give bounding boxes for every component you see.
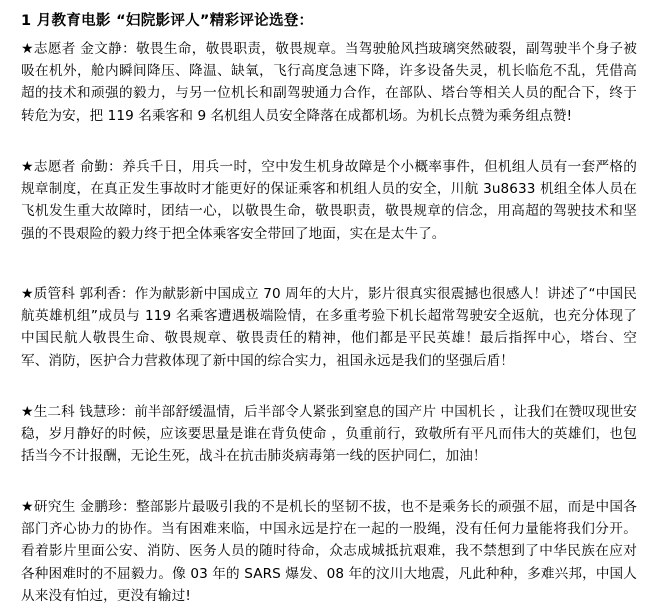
comment-text: 前半部舒缓温情，后半部令人紧张到窒息的国产片 中国机长 ，让我们在赞叹现世安稳，岁月静好的时候，应该要思量是谁在背负使命 ，负重前行，致敬所有平凡而伟大的英雄们，也包括当今不计报酬，无论生死，战斗在抗击肺炎病毒第一线的医护同仁，加油！ xyxy=(21,404,637,465)
comment-text: 敬畏生命，敬畏职责，敬畏规章。当驾驶舱风挡玻璃突然破裂，副驾驶半个身子被吸在机外，舱内瞬间降压、降温、缺氧，飞行高度急速下降，许多设备失灵，机长临危不乱，凭借高超的技术和顽强的毅力，与另一位机长和副驾驶通力合作，在部队、塔台等相关人员的配合下，终于转危为安，把 119 名乘客和 9 名机组人员安全降落在成都机场。为机长点赞为乘务组点赞! xyxy=(21,41,637,124)
star-icon: ★ xyxy=(21,286,34,302)
comment-item xyxy=(21,156,637,245)
comment-item xyxy=(21,283,637,372)
comment-text: 作为献影新中国成立 70 周年的大片，影片很真实很震撼也很感人！讲述了“中国民航英雄机组”成员与 119 名乘客遭遇极端险情，在多重考验下机长超常驾驶安全返航，也充分体现了中国民航人敬畏生命、敬畏规章、敬畏责任的精神，他们都是平民英雄！最后指挥中心，塔台、空军、消防，医护合力营救体现了新中国的综合实力，祖国永远是我们的坚强后盾！ xyxy=(21,286,638,369)
star-icon: ★ xyxy=(21,41,34,57)
page-title: 1 月教育电影 “妇院影评人”精彩评论选登： xyxy=(21,13,314,29)
comment-author: 志愿者 金文静： xyxy=(33,41,136,57)
comment-author: 志愿者 俞勤： xyxy=(33,159,123,175)
comment-item xyxy=(21,496,637,607)
comment-author: 生二科 钱慧珍： xyxy=(33,404,135,420)
comment-author: 研究生 金鹏珍： xyxy=(33,499,136,515)
comment-author: 质管科 郭利香： xyxy=(33,286,135,302)
star-icon: ★ xyxy=(21,499,34,515)
comment-item xyxy=(21,401,637,468)
comment-item xyxy=(21,38,637,127)
comment-text: 整部影片最吸引我的不是机长的坚韧不拔，也不是乘务长的顽强不屈，而是中国各部门齐心协力的协作。当有困难来临，中国永远是拧在一起的一股绳，没有任何力量能将我们分开。看着影片里面公安、消防、医务人员的随时待命，众志成城抵抗艰难，我不禁想到了中华民族在应对各种困难时的不屈毅力。像 03 年的 SARS 爆发、08 年的汶川大地震，凡此种种，多难兴邦，中国人从来没有怕过，更没有输过! xyxy=(21,499,637,604)
comment-text: 养兵千日，用兵一时，空中发生机身故障是个小概率事件，但机组人员有一套严格的规章制度，在真正发生事故时才能更好的保证乘客和机组人员的安全，川航 3u8633 机组全体人员在飞机发生重大故障时，团结一心，以敬畏生命，敬畏职责，敬畏规章的信念，用高超的驾驶技术和坚强的不畏艰险的毅力终于把全体乘客安全带回了地面，实在是太牛了。 xyxy=(21,159,637,242)
star-icon: ★ xyxy=(21,159,34,175)
star-icon: ★ xyxy=(21,404,34,420)
